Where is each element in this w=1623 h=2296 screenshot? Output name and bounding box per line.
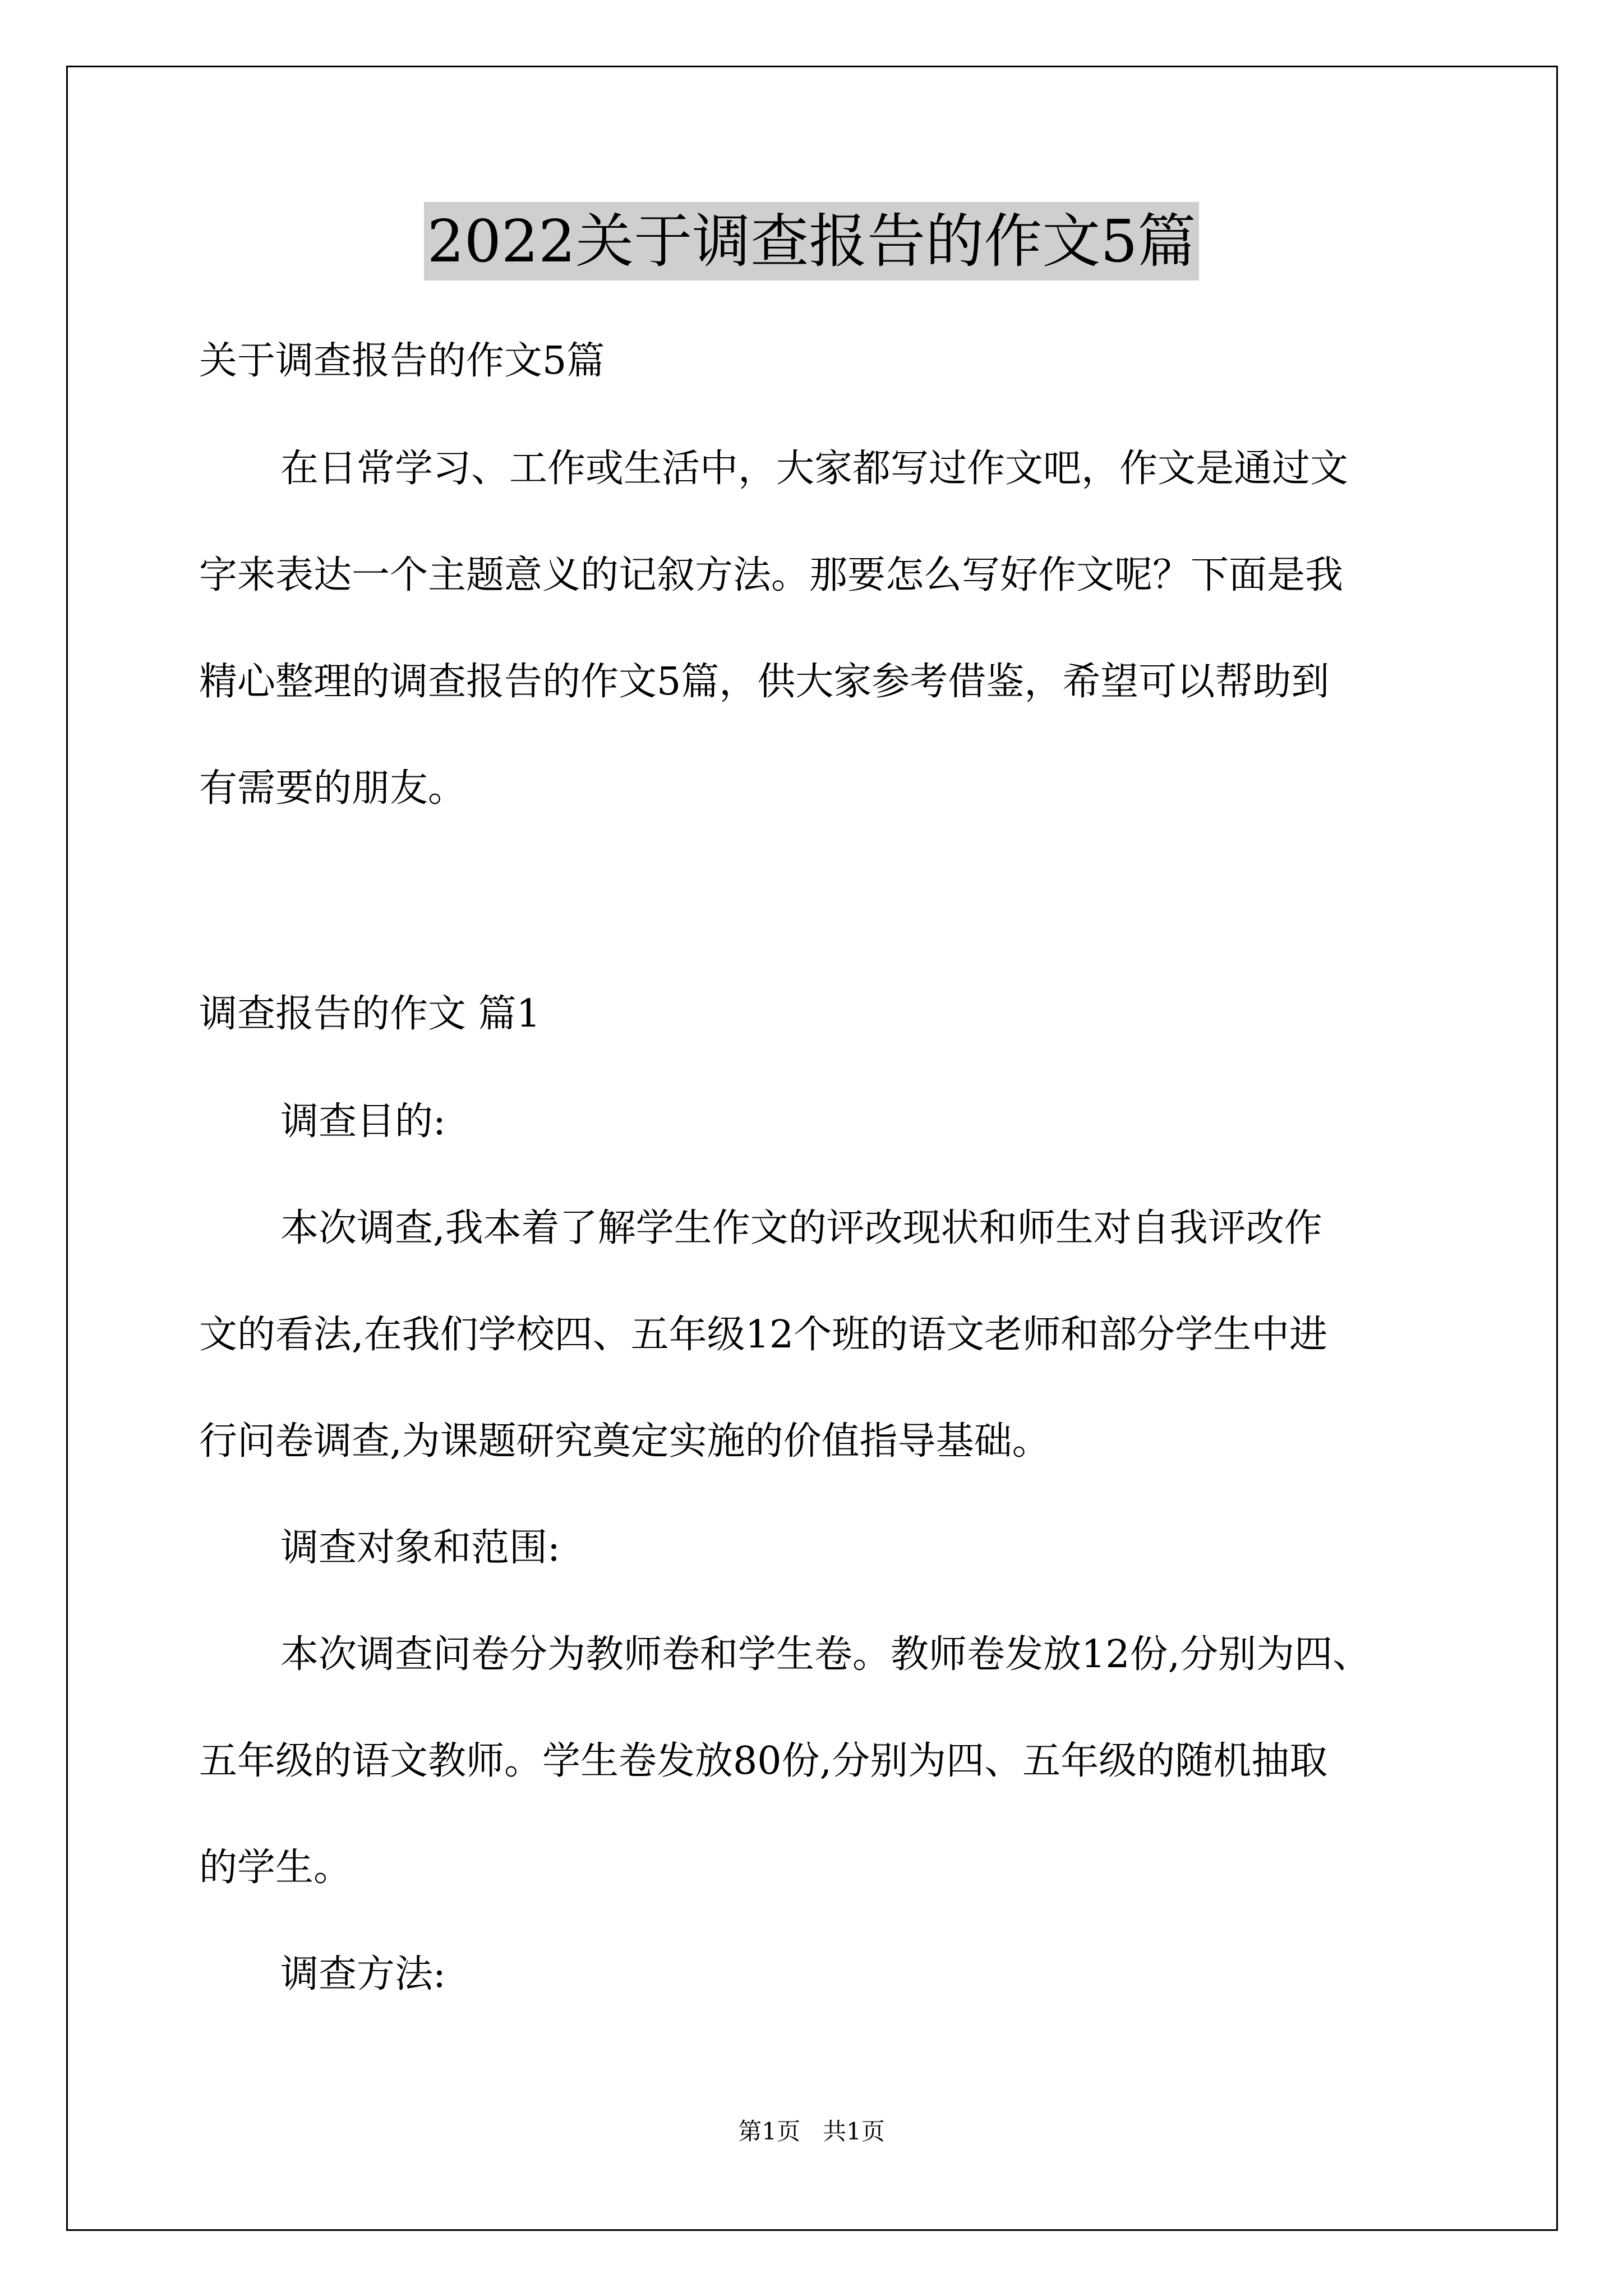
paragraph-line: 的学生。 (199, 1846, 352, 1890)
paragraph-line: 五年级的语文教师。学生卷发放80份,分别为四、五年级的随机抽取 (199, 1739, 1328, 1783)
section-heading: 调查报告的作文 篇1 (199, 992, 541, 1036)
paragraph-line: 本次调查,我本着了解学生作文的评改现状和师生对自我评改作 (280, 1206, 1322, 1250)
paragraph-line: 本次调查问卷分为教师卷和学生卷。教师卷发放12份,分别为四、 (280, 1632, 1371, 1677)
title-container (0, 202, 1623, 280)
paragraph-line: 在日常学习、工作或生活中，大家都写过作文吧，作文是通过文 (280, 447, 1349, 491)
paragraph-line: 有需要的朋友。 (199, 766, 467, 811)
paragraph-line: 精心整理的调查报告的作文5篇，供大家参考借鉴，希望可以帮助到 (199, 660, 1330, 704)
paragraph-line: 调查对象和范围: (280, 1526, 560, 1570)
page-footer: 第1页 共1页 (738, 2118, 885, 2145)
paragraph-line: 字来表达一个主题意义的记叙方法。那要怎么写好作文呢？下面是我 (199, 553, 1344, 597)
paragraph-line: 行问卷调查,为课题研究奠定实施的价值指导基础。 (199, 1419, 1050, 1464)
paragraph-line: 调查目的: (280, 1099, 446, 1144)
subtitle-line: 关于调查报告的作文5篇 (199, 339, 605, 383)
document-title: 2022关于调查报告的作文5篇 (424, 202, 1200, 280)
paragraph-line: 调查方法: (280, 1952, 446, 1996)
paragraph-line: 文的看法,在我们学校四、五年级12个班的语文老师和部分学生中进 (199, 1313, 1328, 1357)
